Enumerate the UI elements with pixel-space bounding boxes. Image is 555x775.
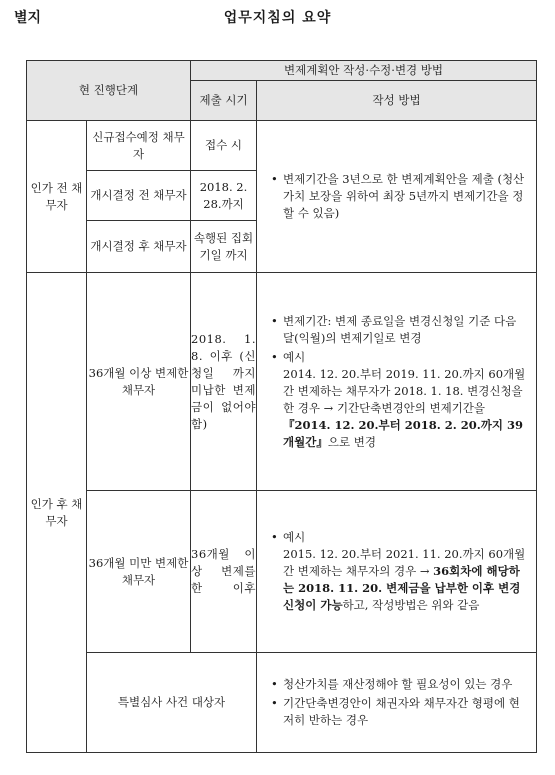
method-36-minus-bullet: • 예시 2015. 12. 20.부터 2021. 11. 20.까지 60개월간 변제하는 채무자의 경우 → 36회차에 해당하는 2018. 11. 20. 변제금을 납부한 이후 변경신청이 가능하고, 작성방법은 위와 같음 <box>271 529 528 614</box>
method-36-minus <box>257 491 537 653</box>
stage-36-minus: 36개월 미만 변제한 채무자 <box>87 491 191 653</box>
stage-36-plus: 36개월 이상 변제한 채무자 <box>87 273 191 491</box>
method-special-bullet-2: • 기간단축변경안이 채권자와 채무자간 형평에 현저히 반하는 경우 <box>271 695 528 729</box>
annex-label: 별지 <box>14 10 42 26</box>
group-before: 인가 전 채무자 <box>27 121 87 273</box>
stage-new-filing: 신규접수예정 채무자 <box>87 121 191 171</box>
header-stage: 현 진행단계 <box>27 61 191 121</box>
method-special-review <box>257 653 537 753</box>
stage-before-commence: 개시결정 전 채무자 <box>87 171 191 221</box>
timing-36-minus: 36개월 이상 변제를 한 이후 <box>191 491 257 653</box>
page-title: 업무지침의 요약 <box>223 10 332 26</box>
header-method-group: 변제계획안 작성·수정·변경 방법 <box>191 61 537 81</box>
header-method: 작성 방법 <box>257 81 537 121</box>
method-36-plus-bullet-2: • 예시 2014. 12. 20.부터 2019. 11. 20.까지 60개월간 변제하는 채무자가 2018. 1. 18. 변경신청을 한 경우 → 기간단축변경안의 변제기간을 『2014. 12. 20.부터 2018. 2. 20.까지 39개월간』으로 변경 <box>271 349 528 451</box>
method-36-plus-bullet-1: • 변제기간: 변제 종료일을 변경신청일 기준 다음 달(익월)의 변제기일로 변경 <box>271 313 528 347</box>
timing-before-commence: 2018. 2. 28.까지 <box>191 171 257 221</box>
method-before-bullet: • 변제기간을 3년으로 한 변제계획안을 제출 (청산가치 보장을 위하여 최장 5년까지 변제기간을 정할 수 있음) <box>271 171 528 222</box>
timing-36-plus: 2018. 1. 8. 이후 (신청일 까지 미납한 변제금이 없어야 함) <box>191 273 257 491</box>
stage-after-commence: 개시결정 후 채무자 <box>87 221 191 273</box>
stage-special-review: 특별심사 사건 대상자 <box>87 653 257 753</box>
summary-table <box>26 60 537 753</box>
method-36-plus <box>257 273 537 491</box>
timing-new-filing: 접수 시 <box>191 121 257 171</box>
header-timing: 제출 시기 <box>191 81 257 121</box>
method-before <box>257 121 537 273</box>
group-after: 인가 후 채무자 <box>27 273 87 753</box>
timing-after-commence: 속행된 집회기일 까지 <box>191 221 257 273</box>
method-special-bullet-1: • 청산가치를 재산정해야 할 필요성이 있는 경우 <box>271 676 528 693</box>
